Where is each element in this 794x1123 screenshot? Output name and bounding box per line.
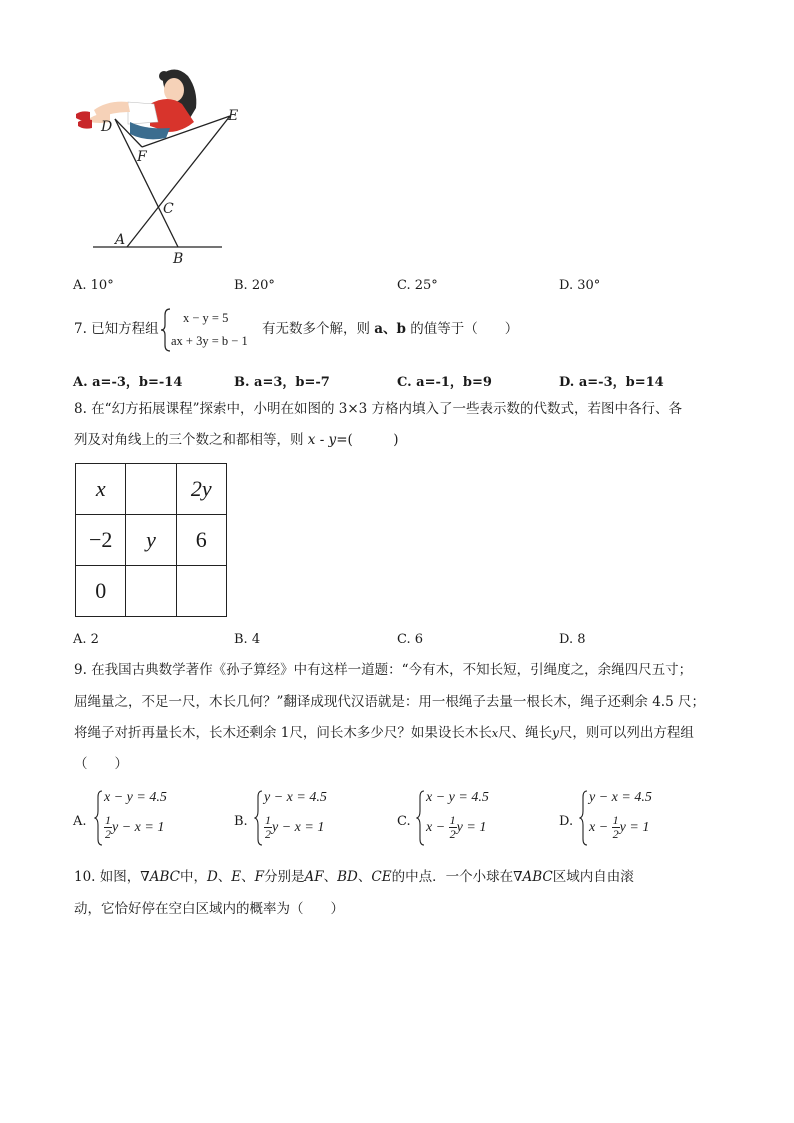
q9-option-a[interactable]	[73, 788, 223, 848]
q10-point-d: D	[206, 869, 218, 885]
q9-option-c-fraction	[449, 814, 457, 841]
q9-option-a-eq2	[104, 814, 164, 841]
q9-option-b-eq1: y − x = 4.5	[264, 790, 327, 805]
q8-option-b[interactable]: B. 4	[234, 632, 261, 647]
q9-option-b-fraction	[264, 814, 272, 841]
grid-cell: −2	[76, 515, 126, 566]
q8-expr: x - y	[307, 432, 337, 448]
label-a: A	[115, 232, 126, 248]
q8-option-a[interactable]: A. 2	[73, 632, 99, 647]
q9-option-d-fraction	[612, 814, 620, 841]
q10-sep: 、	[241, 869, 255, 885]
q9-var-x: x	[491, 727, 499, 740]
q10-line-1	[74, 871, 634, 885]
q9-option-b-eq2	[264, 814, 324, 841]
q8-option-d[interactable]: D. 8	[559, 632, 586, 647]
q9-option-a-eq2-post: y − x = 1	[112, 819, 165, 835]
grid-cell	[126, 566, 176, 617]
label-d: D	[101, 119, 113, 135]
fraction-numerator: 1	[612, 813, 619, 827]
q8-line-2-post: =( )	[336, 432, 399, 448]
grid-cell: 0	[76, 566, 126, 617]
grid-cell: x	[76, 464, 126, 515]
fraction-denominator: 2	[105, 827, 111, 842]
q9-option-b[interactable]	[234, 788, 384, 848]
question-6-figure	[70, 62, 260, 267]
q9-option-d-label: D.	[559, 814, 574, 829]
q10-sep: 、	[217, 869, 232, 885]
q9-line-3-pre: 将绳子对折再量长木，长木还剩余 1尺，问长木多少尺？如果设长木长	[74, 725, 492, 741]
q10-point-f: F	[254, 869, 265, 885]
q7-suffix-post: 的值等于（ ）	[405, 321, 519, 337]
q7-equation-1: x − y = 5	[183, 311, 229, 325]
q9-option-c-brace	[416, 790, 426, 846]
grid-cell	[176, 566, 226, 617]
q7-prefix: 7. 已知方程组	[74, 321, 159, 337]
q7-option-b[interactable]: B. a=3，b=-7	[234, 375, 330, 390]
q9-option-a-fraction	[104, 814, 112, 841]
q7-equation-2: ax + 3y = b − 1	[171, 334, 248, 348]
q9-option-a-label: A.	[73, 814, 87, 829]
q9-option-d-eq2	[589, 814, 649, 841]
q10-text-a: 10. 如图，	[74, 869, 141, 885]
grid-cell: 6	[176, 515, 226, 566]
q10-triangle-abc-2: ∇ABC	[513, 869, 553, 885]
fraction-numerator: 1	[105, 813, 111, 827]
q10-segment-af: AF	[304, 869, 324, 885]
q6-option-b[interactable]: B. 20°	[234, 278, 275, 293]
q10-line-2: 动，它恰好停在空白区域内的概率为（ ）	[74, 901, 344, 917]
label-b: B	[173, 251, 184, 267]
q9-line-3	[74, 727, 694, 741]
grid-cell: y	[126, 515, 176, 566]
q9-line-1: 9. 在我国古典数学著作《孙子算经》中有这样一道题：“今有木，不知长短，引绳度之，余绳四尺五寸；	[74, 662, 693, 678]
fraction-denominator: 2	[265, 827, 271, 842]
q9-line-2: 屈绳量之，不足一尺，木长几何？”翻译成现代汉语就是：用一根绳子去量一根长木，绳子还剩余 4.5 尺；	[74, 694, 705, 710]
fraction-denominator: 2	[449, 827, 456, 842]
q9-option-c-eq2	[426, 814, 486, 841]
q9-option-c-eq1: x − y = 4.5	[426, 790, 489, 805]
fraction-numerator: 1	[265, 813, 271, 827]
fraction-denominator: 2	[612, 827, 619, 842]
q10-triangle-abc: ∇ABC	[140, 869, 180, 885]
q10-text-b: 中，	[179, 869, 207, 885]
q7-suffix-pre: 有无数多个解，则	[262, 321, 375, 337]
label-e: E	[228, 108, 239, 124]
q10-text-d: 的中点．一个小球在	[391, 869, 514, 885]
q7-option-d[interactable]: D. a=-3，b=14	[559, 375, 664, 390]
q10-segment-bd: BD	[337, 869, 358, 885]
q8-option-c[interactable]: C. 6	[397, 632, 424, 647]
q8-line-2	[74, 434, 399, 448]
q9-option-d[interactable]	[559, 788, 709, 848]
q9-option-c[interactable]	[397, 788, 547, 848]
q9-option-b-brace	[254, 790, 264, 846]
q6-option-a[interactable]: A. 10°	[73, 278, 114, 293]
q7-suffix-vars: a、b	[374, 321, 406, 337]
q9-option-c-eq2-post: y = 1	[456, 819, 487, 835]
q9-option-d-eq1: y − x = 4.5	[589, 790, 652, 805]
q10-point-e: E	[231, 869, 242, 885]
magic-square-grid	[75, 463, 227, 617]
q9-option-b-eq2-post: y − x = 1	[272, 819, 325, 835]
q6-option-c[interactable]: C. 25°	[397, 278, 438, 293]
q7-option-a[interactable]: A. a=-3，b=-14	[73, 375, 183, 390]
q10-segment-ce: CE	[371, 869, 392, 885]
q10-sep: 、	[357, 869, 372, 885]
label-f: F	[137, 149, 147, 165]
q9-line-3-post: 尺，则可以列出方程组	[558, 725, 694, 741]
q9-var-y: y	[552, 726, 559, 740]
q9-option-a-eq1: x − y = 4.5	[104, 790, 167, 805]
q9-option-c-label: C.	[397, 814, 411, 829]
q9-option-d-brace	[579, 790, 589, 846]
q8-line-2-pre: 列及对角线上的三个数之和都相等，则	[74, 432, 308, 448]
q9-option-a-brace	[94, 790, 104, 846]
q10-sep: 、	[323, 869, 338, 885]
q7-option-c[interactable]: C. a=-1，b=9	[397, 375, 492, 390]
q9-line-3-mid: 尺、绳长	[498, 725, 553, 741]
q9-line-4: （ ）	[74, 756, 128, 772]
girl-illustration	[76, 69, 196, 139]
q10-text-e: 区域内自由滚	[552, 869, 634, 885]
q6-option-d[interactable]: D. 30°	[559, 278, 601, 293]
fraction-numerator: 1	[449, 813, 456, 827]
q8-line-1: 8. 在“幻方拓展课程”探索中，小明在如图的 3×3 方格内填入了一些表示数的代数式，若图中各行、各	[74, 401, 683, 417]
q9-option-d-eq2-pre: x −	[589, 819, 612, 835]
q9-option-c-eq2-pre: x −	[426, 819, 449, 835]
grid-cell: 2y	[176, 464, 226, 515]
grid-cell	[126, 464, 176, 515]
q9-option-d-eq2-post: y = 1	[619, 819, 650, 835]
label-c: C	[163, 201, 174, 217]
q9-option-b-label: B.	[234, 814, 248, 829]
q7-suffix	[262, 323, 518, 337]
q10-text-c: 分别是	[264, 869, 305, 885]
